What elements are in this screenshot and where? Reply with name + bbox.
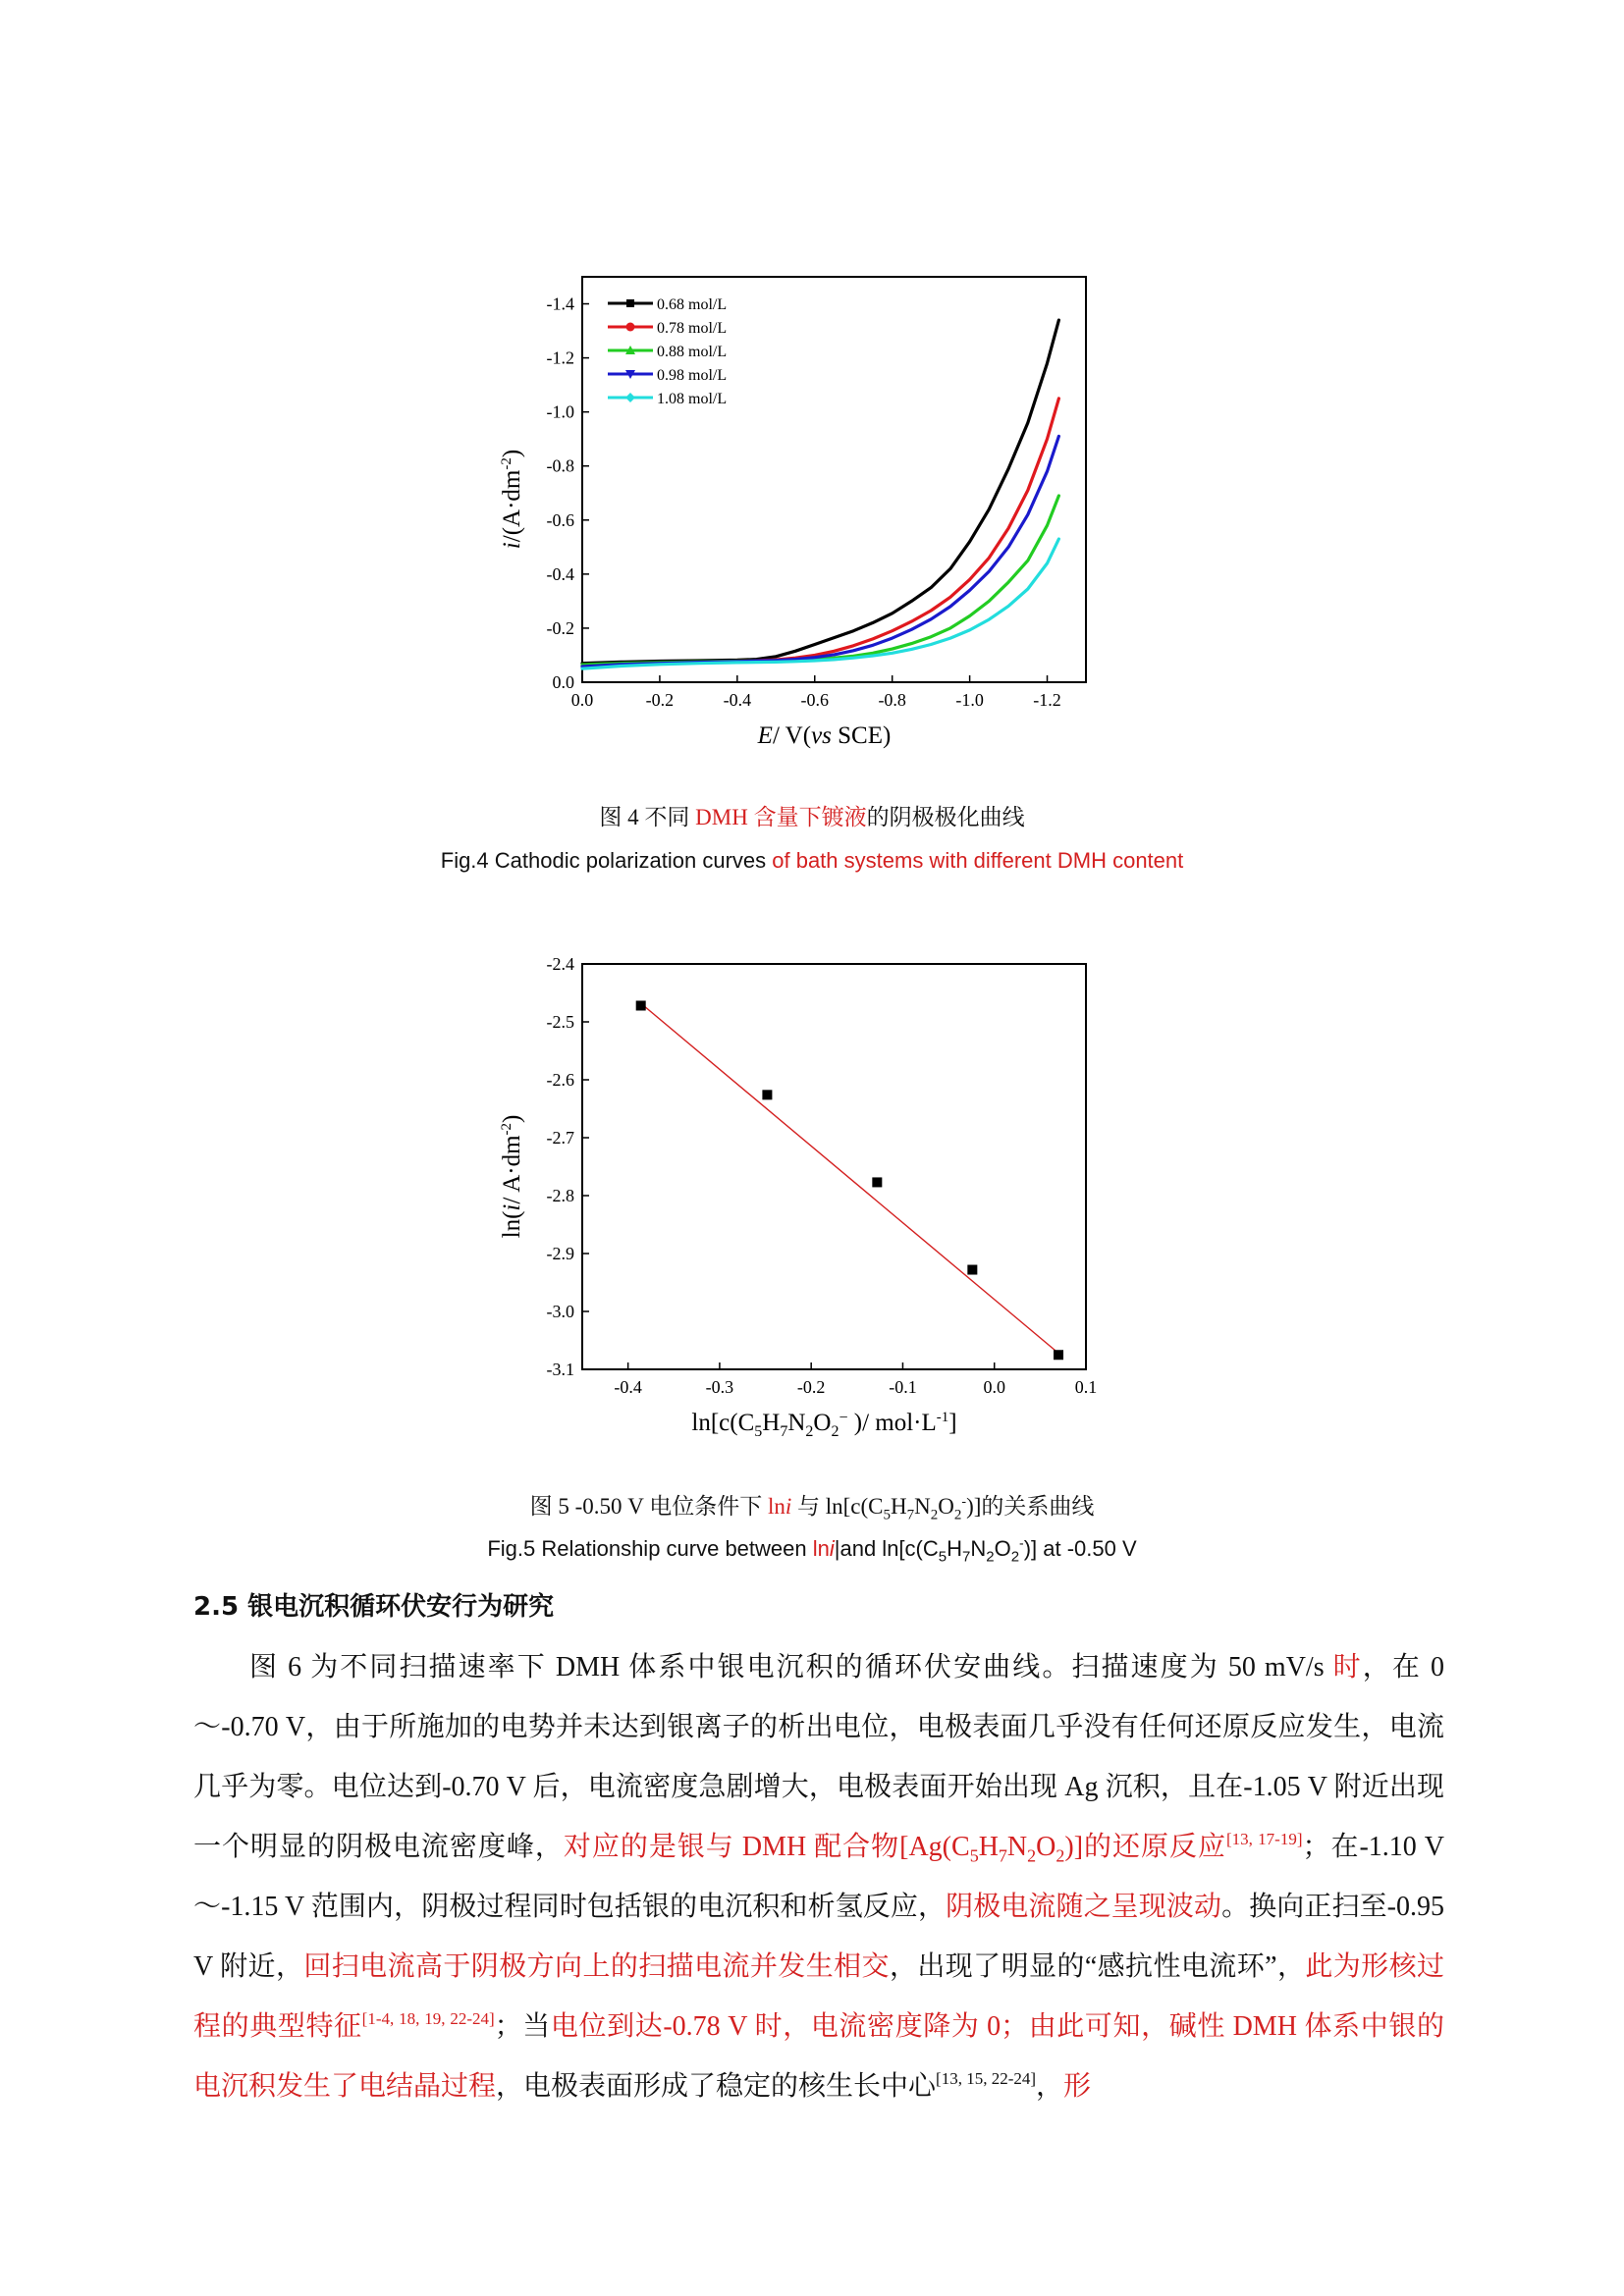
data-point-5 (1054, 1350, 1063, 1360)
series-line-4 (582, 436, 1058, 667)
x-tick-label: -1.2 (1033, 690, 1061, 710)
data-point-3 (872, 1177, 882, 1187)
legend-marker (626, 323, 635, 332)
y-tick-label: -1.4 (546, 294, 574, 314)
legend-label-3: 0.88 mol/L (657, 344, 728, 360)
x-tick-label: -0.2 (796, 1377, 826, 1397)
y-tick-label: -2.9 (546, 1244, 574, 1263)
x-axis-label: E/ V(vs SCE) (757, 722, 892, 749)
legend-label-4: 0.98 mol/L (657, 367, 728, 384)
x-tick-label: -0.1 (889, 1377, 917, 1397)
y-tick-label: -0.4 (546, 563, 574, 584)
legend-label-5: 1.08 mol/L (657, 391, 728, 407)
y-tick-label: -1.2 (546, 347, 574, 368)
x-tick-label: -0.3 (705, 1377, 734, 1397)
series-line-3 (582, 496, 1058, 665)
x-tick-label: -0.8 (878, 690, 906, 710)
data-point-1 (636, 1000, 646, 1010)
legend-marker (626, 299, 634, 307)
fit-line (641, 1003, 1058, 1353)
polarization-chart (481, 265, 1110, 756)
x-tick-label: -0.4 (723, 690, 752, 710)
y-tick-label: -3.0 (546, 1302, 574, 1321)
figure-4 (481, 265, 1110, 756)
y-tick-label: -2.8 (546, 1186, 574, 1205)
y-tick-label: -0.6 (546, 509, 574, 530)
fig4-caption-cn: 图 4 不同 DMH 含量下镀液的阴极极化曲线 (599, 805, 1025, 829)
x-tick-label: -1.0 (955, 690, 984, 710)
y-tick-label: -1.0 (546, 401, 574, 422)
x-tick-label: -0.4 (614, 1377, 642, 1397)
y-tick-label: -0.2 (546, 617, 574, 638)
plot-frame (582, 964, 1086, 1369)
series-line-1 (582, 320, 1058, 664)
y-tick-label: 0.0 (552, 672, 574, 692)
legend-label-2: 0.78 mol/L (657, 320, 728, 337)
fig5-caption-cn: 图 5 -0.50 V 电位条件下 lni 与 $\ln[c(C_5H_7N_2O_2^-)]$的关系曲线 (529, 1494, 1095, 1523)
legend-marker (625, 393, 635, 402)
y-axis-label: ln(i/ $A\cdot dm^{-2}$) (499, 1114, 525, 1239)
y-tick-label: -2.5 (546, 1012, 574, 1032)
ln-relationship-chart (481, 952, 1110, 1453)
legend-label-1: 0.68 mol/L (657, 296, 728, 313)
body-paragraph: 图 6 为不同扫描速率下 DMH 体系中银电沉积的循环伏安曲线。扫描速度为 50 mV/s 时，在 0～-0.70 V，由于所施加的电势并未达到银离子的析出电位，电极表面几乎没有任何还原反应发生，电流几乎为零。电位达到-0.70 V 后，电流密度急剧增大，电极表面开始出现 Ag 沉积，且在-1.05 V 附近出现一个明显的阴极电流密度峰，对应的是银与 DMH 配合物$[Ag(C_5H_7N_2O_2)]$的还原反应[13, 17-19]；在-1.10 V～-1.15 V 范围内，阴极过程同时包括银的电沉积和析氢反应，阴极电流随之呈现波动。换向正扫至-0.95 V 附近，回扫电流高于阴极方向上的扫描电流并发生相交，出现了明显的“感抗性电流环”，此为形核过程的典型特征[1-4, 18, 19, 22-24]；当电位到达-0.78 V 时，电流密度降为 0；由此可知，碱性 DMH 体系中银的电沉积发生了电结晶过程，电极表面形成了稳定的核生长中心[13, 15, 22-24]，形 (193, 1652, 1445, 2102)
x-tick-label: 0.0 (983, 1377, 1005, 1397)
y-axis-label: $i/(A\cdot dm^{-2})$ (499, 449, 525, 550)
y-tick-label: -2.4 (546, 954, 574, 974)
y-tick-label: -3.1 (546, 1360, 574, 1379)
figure-5 (481, 952, 1110, 1453)
x-tick-label: -0.2 (645, 690, 675, 710)
x-tick-label: 0.0 (570, 690, 594, 710)
fig5-caption-en: Fig.5 Relationship curve between lni|and $\ln[c(C_5H_7N_2O_2^-)]$ at -0.50 V (487, 1534, 1137, 1566)
x-tick-label: 0.1 (1074, 1377, 1098, 1397)
plot-frame (582, 277, 1086, 682)
section-heading: 2.5 银电沉积循环伏安行为研究 (193, 1592, 555, 1622)
y-tick-label: -2.6 (546, 1070, 574, 1090)
fig4-caption-en: Fig.4 Cathodic polarization curves of bath systems with different DMH content (440, 848, 1184, 873)
data-point-2 (762, 1090, 772, 1099)
x-axis-label: $\ln[c(C_5H_7N_2O_2^-$ )/ $mol\cdot L^{-1}$] (691, 1410, 957, 1440)
data-point-4 (967, 1265, 977, 1275)
y-tick-label: -2.7 (546, 1128, 574, 1148)
series-line-2 (582, 399, 1058, 667)
x-tick-label: -0.6 (800, 690, 830, 710)
y-tick-label: -0.8 (546, 455, 574, 476)
